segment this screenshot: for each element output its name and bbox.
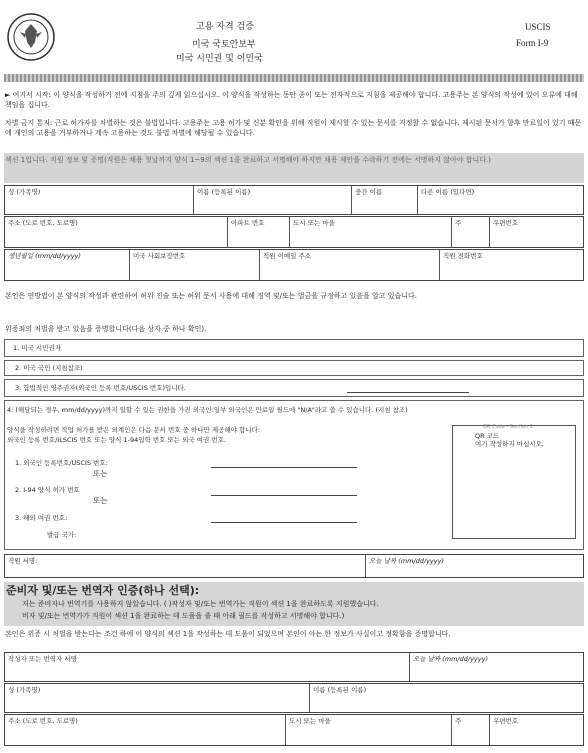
i94-label: 2. I-94 양식 허가 번호 <box>15 486 80 494</box>
address-label: 주소 (도로 번호, 도로명) <box>8 219 78 227</box>
issuing-country-label: 발급 국가: <box>47 531 77 539</box>
dhs-seal <box>6 12 56 62</box>
qr-code-box <box>452 425 576 539</box>
preparer-city-label: 도시 또는 마을 <box>289 717 331 725</box>
anti-discrimination-notice: 차별 금지 통지: 근로 허가자를 차별하는 것은 불법입니다. 고용주는 고용 허가 및 신분 확인을 위해 직원이 제시할 수 있는 문서를 지정할 수 없습니다. 제시된 문서가 향후 만료일이 있기 때문에 개인의 고용을 거부하거나 계속 고용하는 것도 불법 차별에 해당될 수 있습니다. <box>5 119 582 137</box>
option-4-label: 4: (해당되는 경우, mm/dd/yyyy)까지 일할 수 있는 권한을 가진 외국인:일부 외국인은 만료일 필드에 "N/A"라고 쓸 수 있습니다. (지침 참조) <box>7 406 408 414</box>
passport-line[interactable] <box>211 522 357 523</box>
preparer-option-1: 저는 준비자나 번역기를 사용하지 않았습니다. ( )작성자 및/또는 번역가는 직원이 섹션 1을 완료하도록 지원했습니다. <box>22 600 379 608</box>
preparer-signature-row <box>4 652 584 682</box>
passport-label: 3. 해외 여권 번호: <box>15 514 68 522</box>
qr-note: 여기 작성하지 마십시오. <box>475 440 544 448</box>
or-1: 또는 <box>93 469 108 478</box>
or-2: 또는 <box>93 496 108 505</box>
preparer-first-name-label: 이름 (등록된 이름) <box>313 686 367 694</box>
address-row <box>4 216 584 248</box>
option-3-label: 3. 합법적인 영주권자(외국인 등록 번호/USCIS 번호)입니다. <box>15 384 186 392</box>
dob-row <box>4 249 584 281</box>
attestation-check: 위증죄의 처벌을 받고 있음을 증명합니다(다음 상자 중 하나 확인). <box>5 325 207 333</box>
option-1-row[interactable] <box>4 339 584 357</box>
qr-title: QR 코드 <box>475 432 500 440</box>
state-label: 주 <box>455 219 462 227</box>
i94-line[interactable] <box>211 495 357 496</box>
employee-signature-label: 직원 서명: <box>8 557 38 565</box>
apt-label: 아파트 번호 <box>231 219 265 227</box>
form-number: Form I-9 <box>516 38 549 48</box>
header-divider <box>4 74 584 82</box>
zip-label: 우편번호 <box>493 219 519 227</box>
preparer-option-2: 비자 및/또는 번역가가 직원이 섹션 1을 완료하는 데 도움을 줄 때 아래 필드를 작성하고 서명해야 합니다.) <box>22 612 345 620</box>
phone-label: 직원 전화번호 <box>443 252 483 260</box>
preparer-date-label: 오늘 날짜 (mm/dd/yyyy) <box>413 655 489 663</box>
middle-name-label: 중간 이름 <box>355 188 383 196</box>
section1-header: 섹션 1입니다. 직원 정보 및 증명(직원은 채용 첫날까지 양식 1~9의 섹션 1을 완료하고 서명해야 하지만 채용 제안을 수락하기 전에는 서명하지 않아야 합니다.) <box>5 156 492 164</box>
preparer-attestation: 본인은 위증 시 처벌을 받는다는 조건 하에 이 양식의 섹션 1을 작성하는 데 도움이 되었으며 본인이 아는 한 정보가 사실이고 정확함을 증명합니다. <box>5 630 451 638</box>
employee-signature-row <box>4 554 584 578</box>
option-3-row[interactable] <box>4 379 584 397</box>
email-label: 직원 이메일 주소 <box>263 252 312 260</box>
name-row <box>4 185 584 215</box>
docs-note-2: 외국인 등록 번호/ILSCIS 번호 또는 양식 1-94입학 번호 또는 외국 여권 번호. <box>7 436 226 444</box>
instructions-start: ► 여기서 시작: 이 양식을 작성하기 전에 지침을 주의 깊게 읽으십시오. 이 양식을 작성하는 동안 종이 또는 전자적으로 지침을 제공해야 합니다. 고용주는 본 양식의 작성에 있어 오류에 대해 책임을 집니다. <box>5 91 578 109</box>
preparer-address-row <box>4 714 584 746</box>
alien-number-line[interactable] <box>211 467 357 468</box>
preparer-signature-label: 작성자 또는 번역자 서명 <box>8 655 77 663</box>
preparer-last-name-label: 성 (가족명) <box>8 686 41 694</box>
option-2-row[interactable] <box>4 360 584 376</box>
option-1-label: 1. 미국 시민권자 <box>13 344 62 352</box>
ssn-label: 미국 사회보장번호 <box>133 252 186 260</box>
preparer-name-row <box>4 683 584 713</box>
preparer-header: 준비자 및/또는 번역자 인증(하나 선택): <box>6 584 200 597</box>
dob-label: 생년월일 (mm/dd/yyyy) <box>8 252 81 260</box>
alien-number-label: 1. 외국인 등록번호/USCIS 번호: <box>15 459 108 467</box>
agency-label: USCIS <box>525 22 551 32</box>
option-2-label: 2. 미국 국민 (지침참조) <box>15 364 83 372</box>
qr-caption: QR Code - Section 1 <box>483 424 534 430</box>
preparer-address-label: 주소 (도로 번호, 도로명) <box>8 717 78 725</box>
title-line2: 미국 국토안보부 <box>192 40 256 50</box>
title-line1: 고용 자격 검증 <box>196 22 254 32</box>
first-name-label: 이름 (등록된 이름) <box>197 188 251 196</box>
title-line3: 미국 시민권 및 이민국 <box>176 54 263 64</box>
preparer-state-label: 주 <box>455 717 462 725</box>
last-name-label: 성 (가족명) <box>8 188 41 196</box>
other-names-label: 다른 이름 (있다면) <box>421 188 475 196</box>
docs-note-1: 양식을 작성하려면 작업 허가를 받은 외계인은 다음 문서 번호 중 하나만 제공해야 합니다: <box>7 426 261 434</box>
attestation-intro: 본인은 연방법이 본 양식의 작성과 관련하여 허위 진술 또는 허위 문서 사용에 대해 징역 및/또는 벌금을 규정하고 있음을 알고 있습니다. <box>5 292 418 300</box>
signature-date-label: 오늘 날짜 (mm/dd/yyyy) <box>369 557 445 565</box>
preparer-zip-label: 우편번호 <box>493 717 519 725</box>
city-label: 도시 또는 마을 <box>293 219 335 227</box>
